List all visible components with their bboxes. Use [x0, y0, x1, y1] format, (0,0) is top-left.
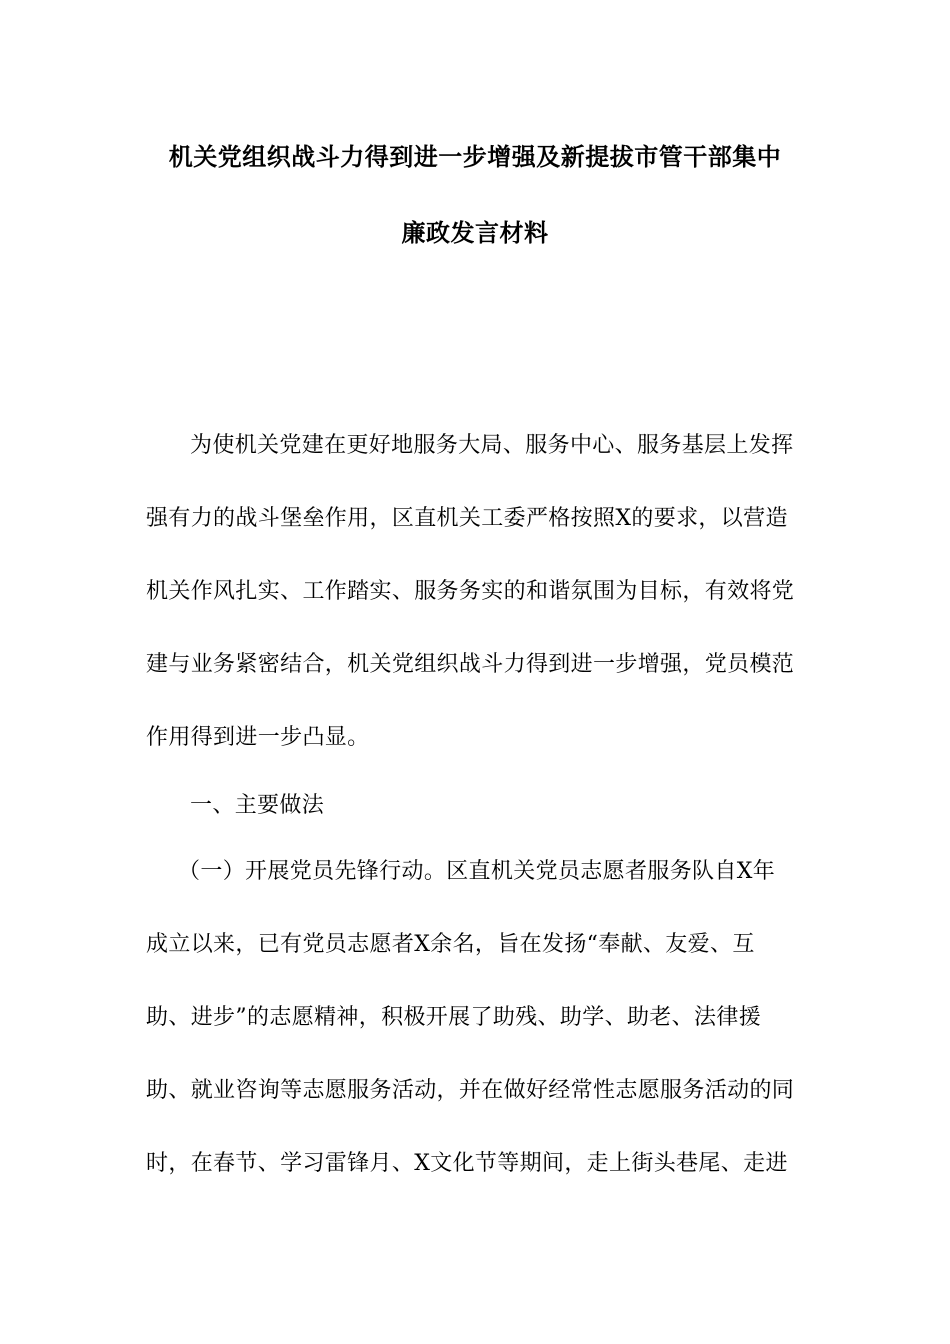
paragraph-1-line-1: 为使机关党建在更好地服务大局、服务中心、服务基层上发挥 — [190, 433, 794, 458]
paragraph-1-line-3: 机关作风扎实、工作踏实、服务务实的和谐氛围为目标，有效将党 — [146, 579, 795, 604]
paragraph-2-line-3: 助、进步”的志愿精神，积极开展了助残、助学、助老、法律援 — [146, 1005, 762, 1030]
paragraph-2-line-2: 成立以来，已有党员志愿者X余名，旨在发扬“奉献、友爱、互 — [146, 932, 755, 957]
paragraph-2-line-5: 时，在春节、学习雷锋月、X文化节等期间，走上街头巷尾、走进 — [146, 1151, 788, 1176]
paragraph-1-line-5: 作用得到进一步凸显。 — [146, 725, 370, 750]
document-title-line-2: 廉政发言材料 — [401, 218, 549, 247]
document-title-line-1: 机关党组织战斗力得到进一步增强及新提拔市管干部集中 — [168, 142, 782, 171]
paragraph-2-line-1: （一）开展党员先锋行动。区直机关党员志愿者服务队自X年 — [178, 859, 776, 884]
paragraph-1-line-2: 强有力的战斗堡垒作用，区直机关工委严格按照X的要求，以营造 — [146, 506, 788, 531]
paragraph-1-line-4: 建与业务紧密结合，机关党组织战斗力得到进一步增强，党员模范 — [146, 652, 795, 677]
section-heading-1: 一、主要做法 — [190, 793, 325, 818]
paragraph-2-line-4: 助、就业咨询等志愿服务活动，并在做好经常性志愿服务活动的同 — [146, 1078, 795, 1103]
